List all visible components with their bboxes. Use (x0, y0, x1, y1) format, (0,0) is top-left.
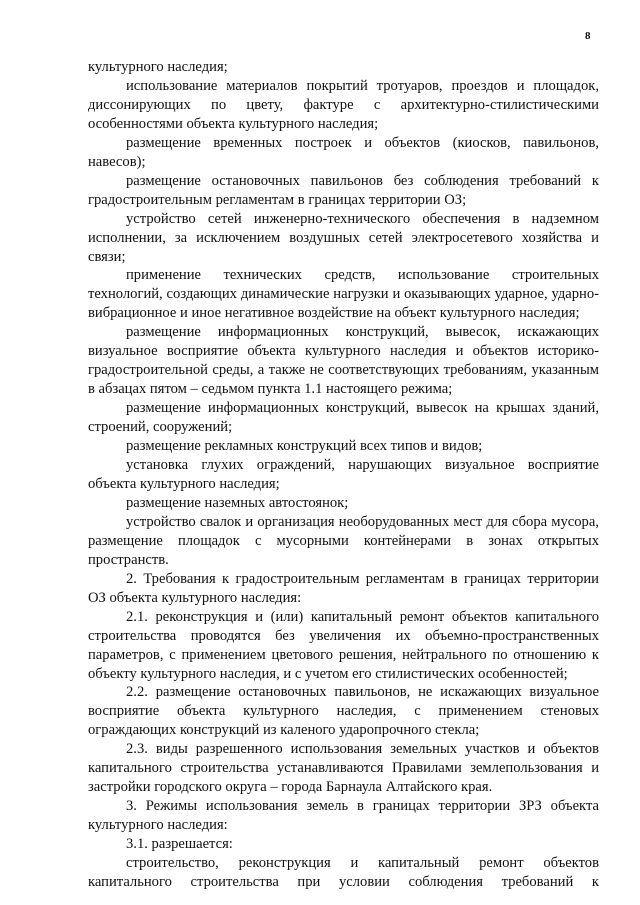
paragraph-3: размещение временных построек и объектов (киосков, павильонов, навесов); (88, 134, 599, 170)
section-2-heading: 2. Требования к градостроительным регламентам в границах территории ОЗ объекта культурного наследия: (88, 570, 599, 606)
paragraph-8: размещение информационных конструкций, вывесок на крышах зданий, строений, сооружений; (88, 400, 599, 436)
page-number: 8 (585, 30, 591, 42)
paragraph-6: применение технических средств, использование строительных технологий, создающих динамические нагрузки и оказывающих ударное, ударно-вибрационное и иное негативное воздействие на объект культурного наследия; (88, 267, 599, 322)
paragraph-5: устройство сетей инженерно-технического обеспечения в надземном исполнении, за исключением воздушных сетей электросетевого хозяйства и связи; (88, 210, 599, 265)
clause-3-1: 3.1. разрешается: (126, 836, 233, 853)
clause-2-3: 2.3. виды разрешенного использования земельных участков и объектов капитального строительства устанавливаются Правилами землепользования и застройки городского округа – города Барнаула Алтайского края. (88, 741, 599, 796)
paragraph-4: размещение остановочных павильонов без соблюдения требований к градостроительным регламентам в границах территории ОЗ; (88, 172, 599, 208)
paragraph-1: культурного наследия; (88, 59, 228, 75)
paragraph-11: размещение наземных автостоянок; (126, 494, 349, 511)
clause-2-2: 2.2. размещение остановочных павильонов, не искажающих визуальное восприятие объекта культурного наследия, с применением стеновых ограждающих конструкций из каленого ударопрочного стекла; (88, 684, 599, 739)
paragraph-final: строительство, реконструкция и капитальный ремонт объектов капитального строительства при условии соблюдения требований к (88, 855, 599, 890)
paragraph-2: использование материалов покрытий тротуаров, проездов и площадок, диссонирующих по цвету, фактуре с архитектурно-стилистическими особенностями объекта культурного наследия; (88, 77, 599, 132)
paragraph-7: размещение информационных конструкций, вывесок, искажающих визуальное восприятие объекта культурного наследия и объектов историко-градостроительной среды, а также не соответствующих требованиям, указанным в абзацах пятом – седьмом пункта 1.1 настоящего режима; (88, 324, 599, 398)
document-body (88, 58, 599, 892)
clause-2-1: 2.1. реконструкция и (или) капитальный ремонт объектов капитального строительства проводятся без увеличения их объемно-пространственных параметров, с применением цветового решения, нейтрального по отношению к объекту культурного наследия, и с учетом его стилистических особенностей; (88, 608, 599, 682)
paragraph-9: размещение рекламных конструкций всех типов и видов; (126, 438, 483, 455)
paragraph-10: установка глухих ограждений, нарушающих визуальное восприятие объекта культурного наследия; (88, 457, 599, 492)
paragraph-12: устройство свалок и организация необорудованных мест для сбора мусора, размещение площадок с мусорными контейнерами в зонах открытых пространств. (88, 513, 599, 568)
section-3-heading: 3. Режимы использования земель в границах территории ЗРЗ объекта культурного наследия: (88, 798, 599, 834)
